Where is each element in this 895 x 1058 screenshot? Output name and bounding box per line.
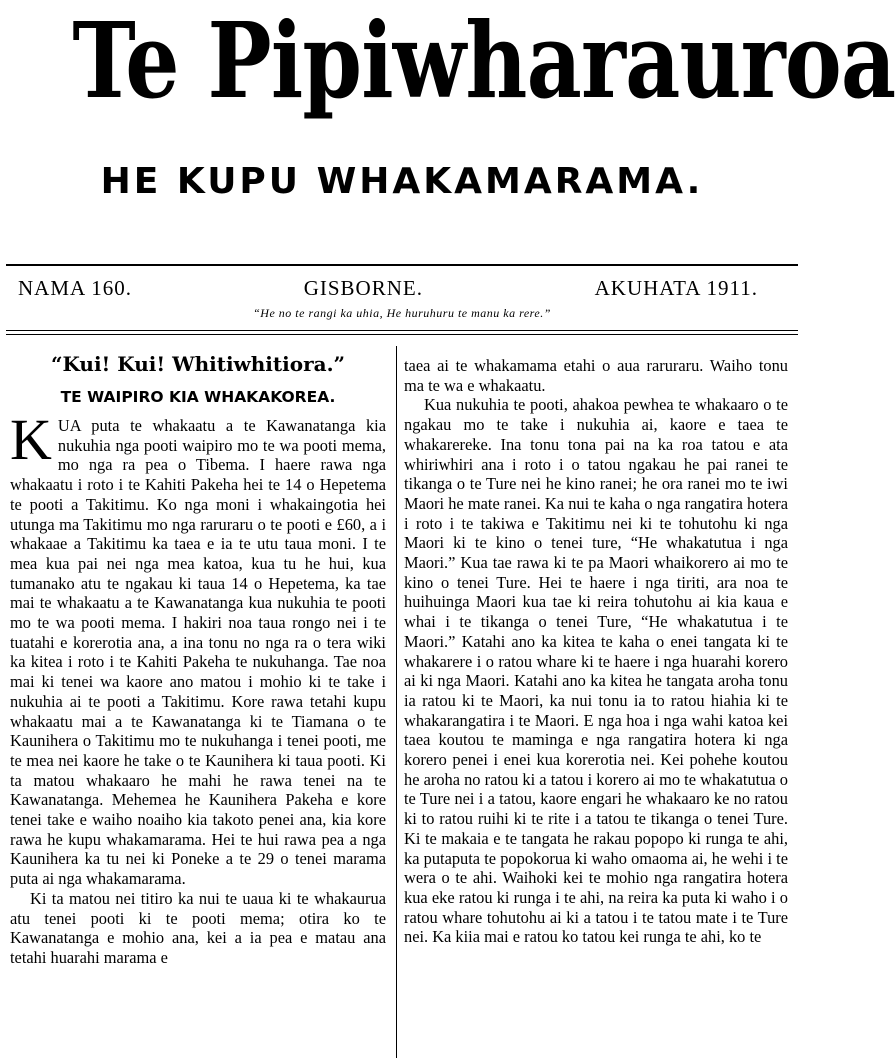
article-paragraph xyxy=(10,407,386,889)
header-rule-bottom xyxy=(6,334,798,335)
issue-place: GISBORNE. xyxy=(303,276,423,300)
header-rule-top xyxy=(6,264,798,266)
issue-info-row xyxy=(18,276,758,301)
article-paragraph: Kua nukuhia te pooti, ahakoa pewhea te whakaaro o te ngakau mo te take i nukuhia ai, kaore e taea te whakarereke. Ina tonu tona pai na ka roa tatou e ata whiriwhiri ana i roto i o tatou ngakau he pai ranei te tikanga o te Ture nei he kino ranei; he ora ranei mo te iwi Maori he mate ranei. Ka nui te kaha o nga rangatira hotera i roto i te takiwa e Takitimu nei ki te tohutohu ki nga Maori ki te kino o tenei ture, “He whakatutua i nga Maori.” Kua tae rawa ki te pa Maori whaikorero ai mo te kino o tenei Ture. Hei te haere i nga tiriti, ara noa te huihuinga Maori kua tae ki reira tohutohu ai kia kaua e whai i te tikanga o tenei Ture, “He whakatutua i te Maori.” Katahi ano ka kitea te kaha o enei tangata ki te whakarere i o ratou whare ki te haere i nga huarahi korero ai ki nga Maori. Katahi ano ka kitea he tangata aroha tonu ia ratou ki te Maori, ka nui tonu ia to ratou hiahia ki te whakarangatira i te Maori. E nga hoa i nga wahi katoa kei taea koutou te maminga e nga rangatira hotera ki nga korero penei i enei kua korerotia nei. Kei pohehe koutou he aroha no ratou ki a tatou i korero ai mo te whakatutua o te Ture nei i a tatou, kaore engari he whakaaro ke no ratou ki to ratou ruihi ki te rite i a tatou te tikanga o tenei Ture. Ki te makaia e te tangata he rakau popopo ki runga te ahi, ka putaputa te popokorua ki waho omaoma ai, he wehi i te wera o te ahi. Waihoki kei te mohio nga rangatira hotera kua eke ratou ki runga i te ahi, na reira ka puta ki waho i o ratou whare tohutohu ai ki a tatou i te tatou mate i te Ture nei. Ka kiia mai e ratou ko tatou kei runga te ahi, ko te xyxy=(404,395,788,947)
article-paragraph: taea ai te whakamama etahi o aua raruraru. Waiho tonu ma te wa e whakaatu. xyxy=(404,356,788,395)
column-divider xyxy=(396,346,397,1058)
left-column xyxy=(10,344,386,968)
motto: “He no te rangi ka uhia, He huruhuru te manu ka rere.” xyxy=(253,306,551,320)
issue-date: AKUHATA 1911. xyxy=(594,276,758,300)
header-rule-middle xyxy=(6,330,798,331)
right-column xyxy=(404,356,788,947)
newspaper-subtitle: HE KUPU WHAKAMARAMA. xyxy=(100,161,704,202)
article-subtitle: TE WAIPIRO KIA WHAKAKOREA. xyxy=(60,388,336,406)
issue-number: NAMA 160. xyxy=(18,276,133,300)
article-title: “Kui! Kui! Whitiwhitiora.” xyxy=(50,352,346,376)
drop-cap: K xyxy=(10,407,52,472)
masthead xyxy=(0,0,895,122)
article-paragraph: Ki ta matou nei titiro ka nui te uaua ki te whakaurua atu tenei pooti ki te pooti mema; otira ko te Kawanatanga e mohio ana, kei a ia pea e matau ana tetahi huarahi marama e xyxy=(10,888,386,967)
newspaper-title: Te Pipiwharauroa xyxy=(72,0,895,122)
paragraph-text: UA puta te whakaatu a te Kawanatanga kia nukuhia nga pooti waipiro mo te wa pooti mema, mo nga ra pea o Tibema. I haere rawa nga whakaatu i roto i te Kahiti Pakeha hei te 14 o Hepetema te pooti a Takitimu. Ko nga moni i whakaingotia hei utunga ma Takitimu mo nga raruraru o te pooti e £60, a i whakaae a Takitimu ka taea e ia te utu taua moni. I te mea kua pai nei nga mea katoa, kua tu he hui, kua tumanako atu te ngakau ki taua 14 o Hepetema, ka tae mai te whakaatu a te Kawanatanga kua nukuhia te pooti mo te wa pooti mema. I hakiri noa taua rongo nei i te tuatahi e korerotia ana, a ina tonu no nga ra o tera wiki ka kitea i roto i te Kahiti Pakeha te nukuhanga. Tae noa mai ki tenei wa kaore ano matou i mohio ki te take i nukuhia ai te pooti a Takitimu. Kore rawa tetahi kupu whakaatu mai a te Kawanatanga ki te Tiamana o te Kaunihera o Takitimu mo te nukuhanga i tenei pooti, me te mea nei kaore he take o te Kaunihera ki taua pooti. Ki ta matou whakaaro he mahi he rawa tenei na te Kawanatanga. Mehemea he Kaunihera Pakeha e kore tenei take e waiho noaiho kia takoto penei ana, kia kore rawa he kupu whakamarama. Hei te hui rawa pea a nga Kaunihera ka tu nei ki Poneke a te 29 o tenei marama puta ai nga whakamarama. xyxy=(10,416,386,889)
